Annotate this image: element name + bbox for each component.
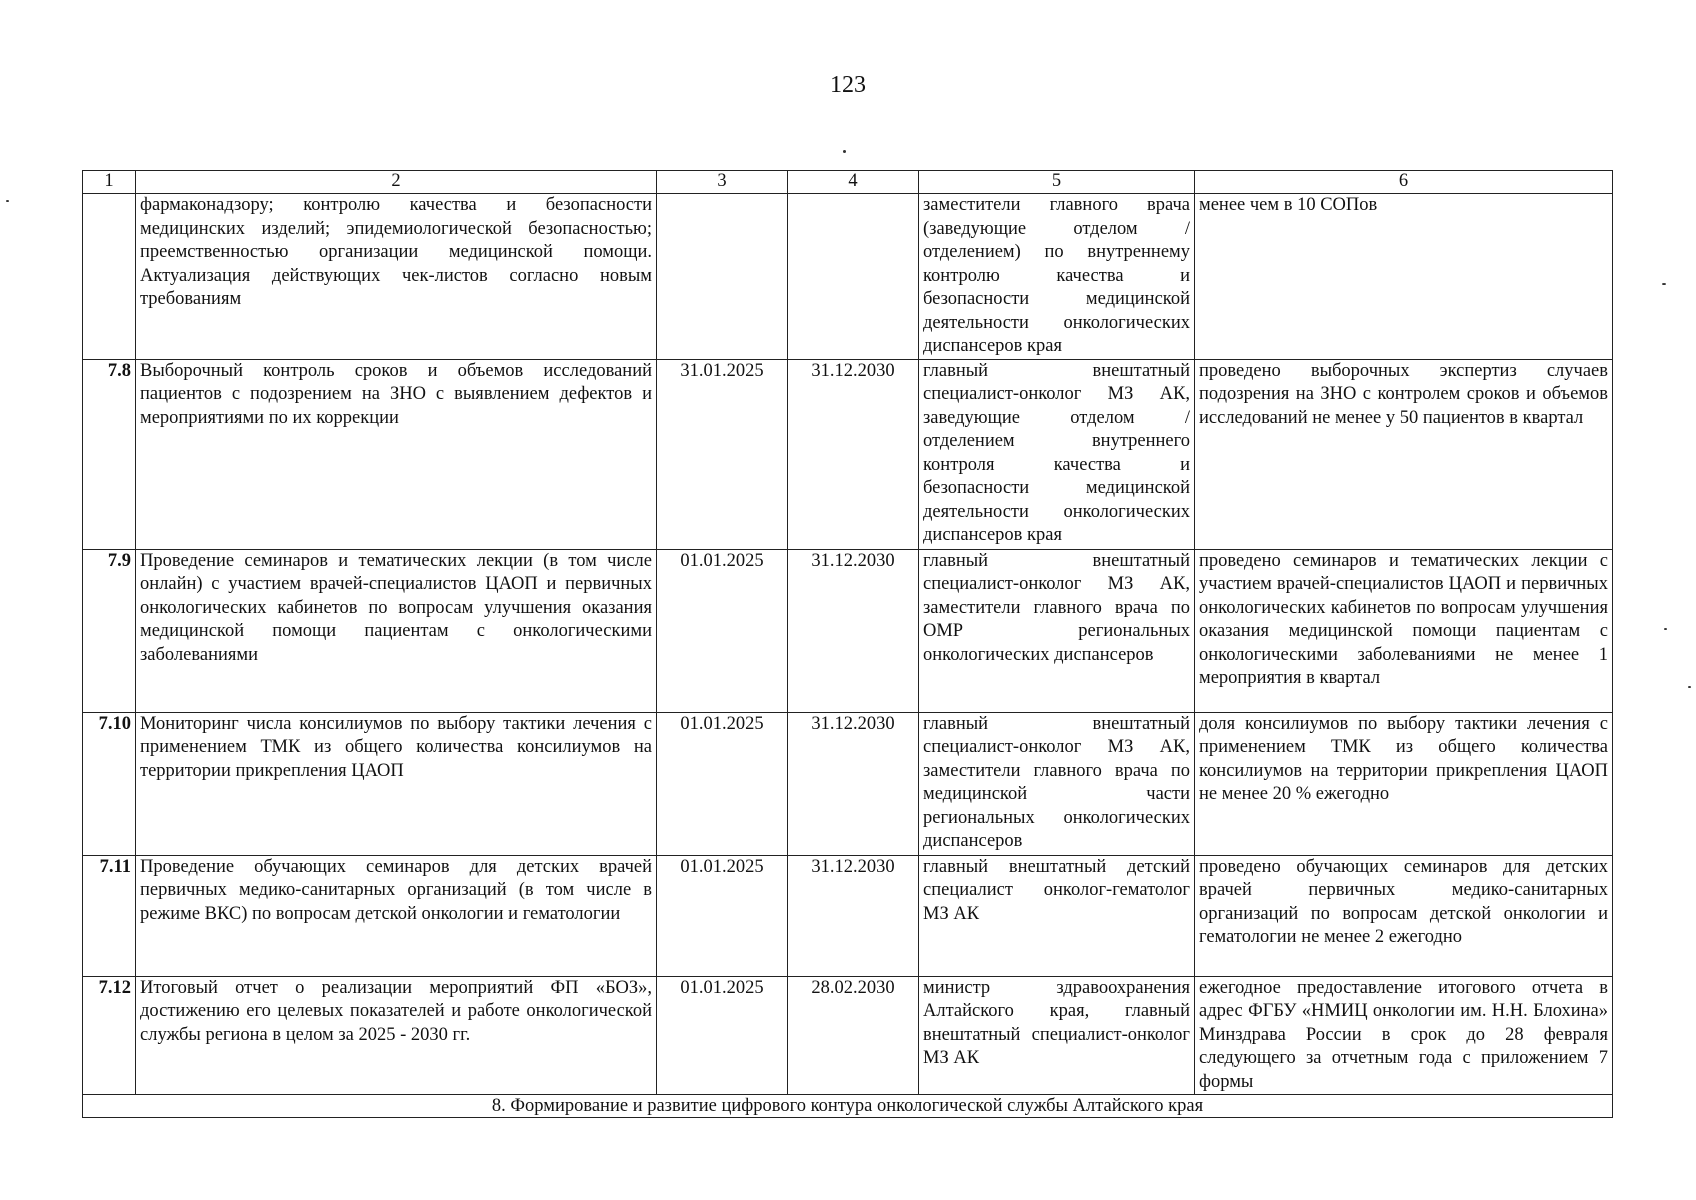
start-date-cell: 01.01.2025: [657, 976, 788, 1095]
scan-speck: [843, 150, 846, 153]
responsible-cell: главный внештатный специалист-онколог МЗ АК, заместители главного врача по медицинской части региональных онкологических диспансеров: [919, 712, 1195, 855]
activity-cell: Мониторинг числа консилиумов по выбору тактики лечения с применением ТМК из общего количества консилиумов на территории прикрепления ЦАОП: [136, 712, 657, 855]
column-header: 2: [136, 171, 657, 194]
table-row: [83, 194, 1613, 360]
scan-speck: [1688, 686, 1691, 688]
end-date-cell: 31.12.2030: [788, 712, 919, 855]
result-cell: проведено семинаров и тематических лекции с участием врачей-специалистов ЦАОП и первичных онкологических кабинетов по вопросам улучшения оказания медицинской помощи пациентам с онкологическими заболеваниями не менее 1 мероприятия в квартал: [1195, 549, 1613, 712]
activity-cell: Проведение обучающих семинаров для детских врачей первичных медико-санитарных организаций (в том числе в режиме ВКС) по вопросам детской онкологии и гематологии: [136, 855, 657, 976]
page-number: 123: [830, 72, 866, 98]
row-number: 7.9: [83, 549, 136, 712]
activity-cell: Проведение семинаров и тематических лекции (в том числе онлайн) с участием врачей-специалистов ЦАОП и первичных онкологических кабинетов по вопросам улучшения оказания медицинской помощи пациентам с онкологическими заболеваниями: [136, 549, 657, 712]
row-number: 7.10: [83, 712, 136, 855]
row-number: 7.8: [83, 359, 136, 549]
table-row: [83, 855, 1613, 976]
end-date-cell: 31.12.2030: [788, 359, 919, 549]
result-cell: менее чем в 10 СОПов: [1195, 194, 1613, 360]
responsible-cell: главный внештатный специалист-онколог МЗ АК, заместители главного врача по ОМР региональных онкологических диспансеров: [919, 549, 1195, 712]
end-date-cell: 31.12.2030: [788, 855, 919, 976]
start-date-cell: 01.01.2025: [657, 855, 788, 976]
table-row: [83, 976, 1613, 1095]
responsible-cell: главный внештатный детский специалист онколог-гематолог МЗ АК: [919, 855, 1195, 976]
start-date-cell: 01.01.2025: [657, 712, 788, 855]
end-date-cell: [788, 194, 919, 360]
result-cell: проведено выборочных экспертиз случаев подозрения на ЗНО с контролем сроков и объемов исследований не менее у 50 пациентов в квартал: [1195, 359, 1613, 549]
column-header: 5: [919, 171, 1195, 194]
section-row: [83, 1095, 1613, 1118]
scan-speck: [1664, 628, 1667, 630]
column-header: 3: [657, 171, 788, 194]
start-date-cell: 31.01.2025: [657, 359, 788, 549]
table-header-row: [83, 171, 1613, 194]
start-date-cell: 01.01.2025: [657, 549, 788, 712]
column-header: 1: [83, 171, 136, 194]
scan-speck: [1662, 283, 1666, 285]
section-title: 8. Формирование и развитие цифрового контура онкологической службы Алтайского края: [83, 1095, 1613, 1118]
row-number: 7.12: [83, 976, 136, 1095]
activity-cell: Выборочный контроль сроков и объемов исследований пациентов с подозрением на ЗНО с выявлением дефектов и мероприятиями по их коррекции: [136, 359, 657, 549]
action-plan-table: [82, 170, 1613, 1118]
table-row: [83, 549, 1613, 712]
result-cell: доля консилиумов по выбору тактики лечения с применением ТМК из общего количества консилиумов на территории прикрепления ЦАОП не менее 20 % ежегодно: [1195, 712, 1613, 855]
responsible-cell: министр здравоохранения Алтайского края, главный внештатный специалист-онколог МЗ АК: [919, 976, 1195, 1095]
start-date-cell: [657, 194, 788, 360]
row-number: 7.11: [83, 855, 136, 976]
row-number: [83, 194, 136, 360]
result-cell: ежегодное предоставление итогового отчета в адрес ФГБУ «НМИЦ онкологии им. Н.Н. Блохина» Минздрава России в срок до 28 февраля следующего за отчетным года с приложением 7 формы: [1195, 976, 1613, 1095]
activity-cell: фармаконадзору; контролю качества и безопасности медицинских изделий; эпидемиологической безопасностью; преемственностью организации медицинской помощи. Актуализация действующих чек-листов согласно новым требованиям: [136, 194, 657, 360]
responsible-cell: заместители главного врача (заведующие отделом / отделением) по внутреннему контролю качества и безопасности медицинской деятельности онкологических диспансеров края: [919, 194, 1195, 360]
end-date-cell: 28.02.2030: [788, 976, 919, 1095]
end-date-cell: 31.12.2030: [788, 549, 919, 712]
scan-speck: [6, 200, 9, 202]
activity-cell: Итоговый отчет о реализации мероприятий ФП «БОЗ», достижению его целевых показателей и работе онкологической службы региона в целом за 2025 - 2030 гг.: [136, 976, 657, 1095]
table-row: [83, 359, 1613, 549]
column-header: 6: [1195, 171, 1613, 194]
result-cell: проведено обучающих семинаров для детских врачей первичных медико-санитарных организаций по вопросам детской онкологии и гематологии не менее 2 ежегодно: [1195, 855, 1613, 976]
table-row: [83, 712, 1613, 855]
column-header: 4: [788, 171, 919, 194]
responsible-cell: главный внештатный специалист-онколог МЗ АК, заведующие отделом / отделением внутреннего контроля качества и безопасности медицинской деятельности онкологических диспансеров края: [919, 359, 1195, 549]
